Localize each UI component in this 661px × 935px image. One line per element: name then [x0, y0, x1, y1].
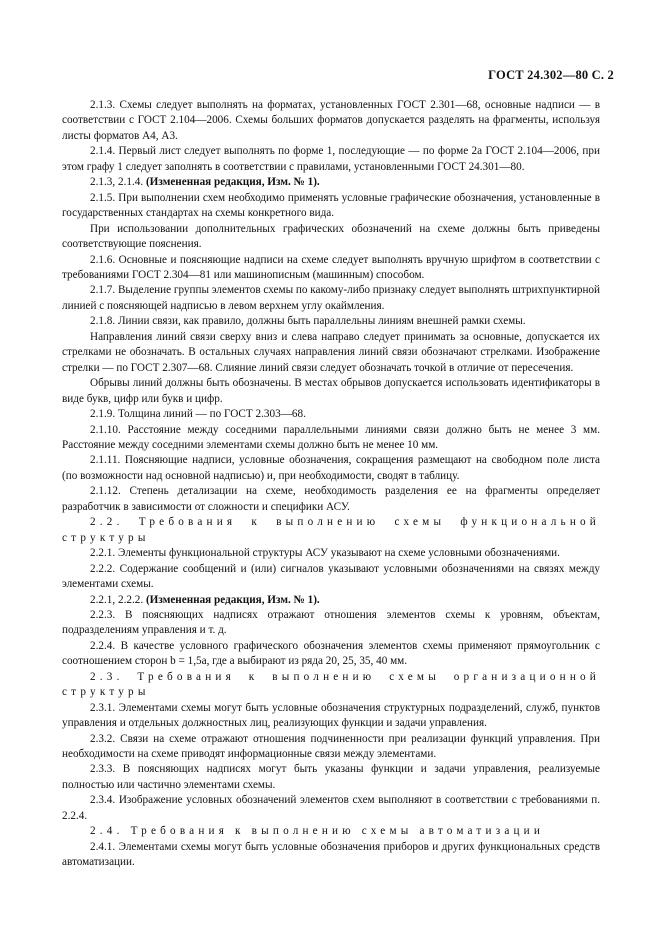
paragraph-text: 2.1.7. Выделение группы элементов схемы по какому-либо признаку следует выполнять штрихпунктирной линией с поясняющей надписью в левом верхнем углу окаймления. — [62, 284, 601, 312]
paragraph-text: 2.4.1. Элементами схемы могут быть условные обозначения приборов и других функциональных средств автоматизации. — [62, 840, 600, 869]
amendment-note: (Измененная редакция, Изм. № 1). — [145, 176, 320, 189]
paragraph — [62, 593, 600, 608]
paragraph — [62, 840, 600, 871]
paragraph — [62, 824, 600, 839]
paragraph — [62, 98, 600, 144]
paragraph — [62, 762, 600, 793]
paragraph — [62, 639, 600, 670]
paragraph-text: 2.1.11. Поясняющие надписи, условные обозначения, сокращения размещают на свободном поле листа (по возможности над основной надписью) и, при необходимости, сводят в таблицу. — [62, 454, 600, 482]
paragraph-text: 2.1.8. Линии связи, как правило, должны быть параллельны линиям внешней рамки схемы. — [90, 315, 526, 328]
paragraph-text: 2.1.9. Толщина линий — по ГОСТ 2.303—68. — [90, 408, 306, 421]
paragraph — [62, 407, 600, 422]
paragraph — [62, 670, 600, 701]
paragraph-text: 2.3.3. В поясняющих надписях могут быть указаны функции и задачи управления, реализуемые полностью или частично элементами схемы. — [62, 763, 600, 791]
paragraph-text: 2.1.5. При выполнении схем необходимо применять условные графические обозначения, установленные в государственных стандартах на схемы конкретного вида. — [62, 191, 600, 220]
paragraph-text: 2.1.12. Степень детализации на схеме, необходимость разделения ее на фрагменты определяет разработчик в зависимости от сложности и специфики АСУ. — [62, 485, 600, 513]
paragraph — [62, 283, 600, 314]
paragraph — [62, 793, 600, 824]
paragraph — [62, 515, 600, 546]
paragraph — [62, 423, 600, 454]
paragraph — [62, 191, 600, 222]
paragraph — [62, 484, 600, 515]
paragraph-text: 2.4. Требования к выполнению схемы автоматизации — [90, 825, 545, 838]
paragraph-text: 2.2.3. В поясняющих надписях отражают отношения элементов схемы к уровням, объектам, подразделениям управления и т. д. — [62, 608, 600, 637]
paragraph — [62, 732, 600, 763]
paragraph — [62, 222, 600, 253]
paragraph-text: 2.3.2. Связи на схеме отражают отношения подчиненности при реализации функций управления. При необходимости на схеме приводят информационные связи между элементами. — [62, 732, 600, 761]
paragraph — [62, 376, 600, 407]
paragraph-text: 2.3.1. Элементами схемы могут быть условные обозначения структурных подразделений, служб, пунктов управления и отдельных должностных лиц, реализующих функции и задачи управления. — [62, 701, 600, 730]
page-header: ГОСТ 24.302—80 С. 2 — [488, 68, 614, 82]
paragraph-text: 2.1.3, 2.1.4. — [90, 176, 146, 189]
paragraph — [62, 253, 600, 284]
paragraph-text: 2.2.1. Элементы функциональной структуры АСУ указывают на схеме условными обозначениями. — [90, 547, 560, 560]
paragraph-text: 2.2. Требования к выполнению схемы функциональной структуры — [62, 516, 600, 544]
paragraph — [62, 562, 600, 593]
paragraph — [62, 546, 600, 561]
paragraph-text: Обрывы линий должны быть обозначены. В местах обрывов допускается использовать идентификаторы в виде букв, цифр или букв и цифр. — [62, 377, 600, 405]
paragraph-text: 2.2.4. В качестве условного графического обозначения элементов схемы применяют прямоугольник с соотношением сторон b = 1,5a, где a выбирают из ряда 20, 25, 35, 40 мм. — [62, 639, 600, 668]
paragraph-text: 2.2.2. Содержание сообщений и (или) сигналов указывают условными обозначениями на связях между элементами схемы. — [62, 562, 600, 591]
paragraph — [62, 144, 600, 175]
paragraph-text: 2.1.6. Основные и поясняющие надписи на схеме следует выполнять вручную шрифтом в соответствии с требованиями ГОСТ 2.304—81 или машинописным (машинным) способом. — [62, 253, 600, 281]
paragraph — [62, 453, 600, 484]
paragraph-text: При использовании дополнительных графических обозначений на схеме должны быть приведены соответствующие пояснения. — [62, 222, 600, 251]
paragraph-text: 2.1.4. Первый лист следует выполнять по форме 1, последующие — по форме 2а ГОСТ 2.104—2006, при этом графу 1 следует заполнять в соответствии с правилами, установленными ГОСТ 24.301—80. — [62, 145, 600, 173]
paragraph — [62, 330, 600, 376]
paragraph — [62, 608, 600, 639]
paragraph-text: 2.2.1, 2.2.2. — [90, 593, 146, 606]
paragraph-text: 2.3. Требования к выполнению схемы организационной структуры — [62, 670, 600, 699]
paragraph — [62, 701, 600, 732]
document-body — [62, 98, 600, 871]
paragraph-text: Направления линий связи сверху вниз и слева направо следует принимать за основные, допускается их стрелками не обозначать. В остальных случаях направления линий связи обозначают стрелками. Изображение стрелки — по ГОСТ 2.307—68. Слияние линий связи следует обозначать точкой в отличие от пересечения. — [62, 330, 600, 374]
paragraph — [62, 175, 600, 190]
paragraph-text: 2.1.10. Расстояние между соседними параллельными линиями связи должно быть не менее 3 мм. Расстояние между соседними элементами схемы должно быть не менее 10 мм. — [62, 423, 600, 451]
paragraph-text: 2.3.4. Изображение условных обозначений элементов схем выполняют в соответствии с требованиями п. 2.2.4. — [62, 794, 600, 822]
amendment-note: (Измененная редакция, Изм. № 1). — [145, 593, 320, 606]
paragraph — [62, 314, 600, 329]
paragraph-text: 2.1.3. Схемы следует выполнять на форматах, установленных ГОСТ 2.301—68, основные надписи — в соответствии с ГОСТ 2.104—2006. Схемы больших форматов допускается разделять на фрагменты, используя листы форматов А4, А3. — [62, 99, 600, 142]
